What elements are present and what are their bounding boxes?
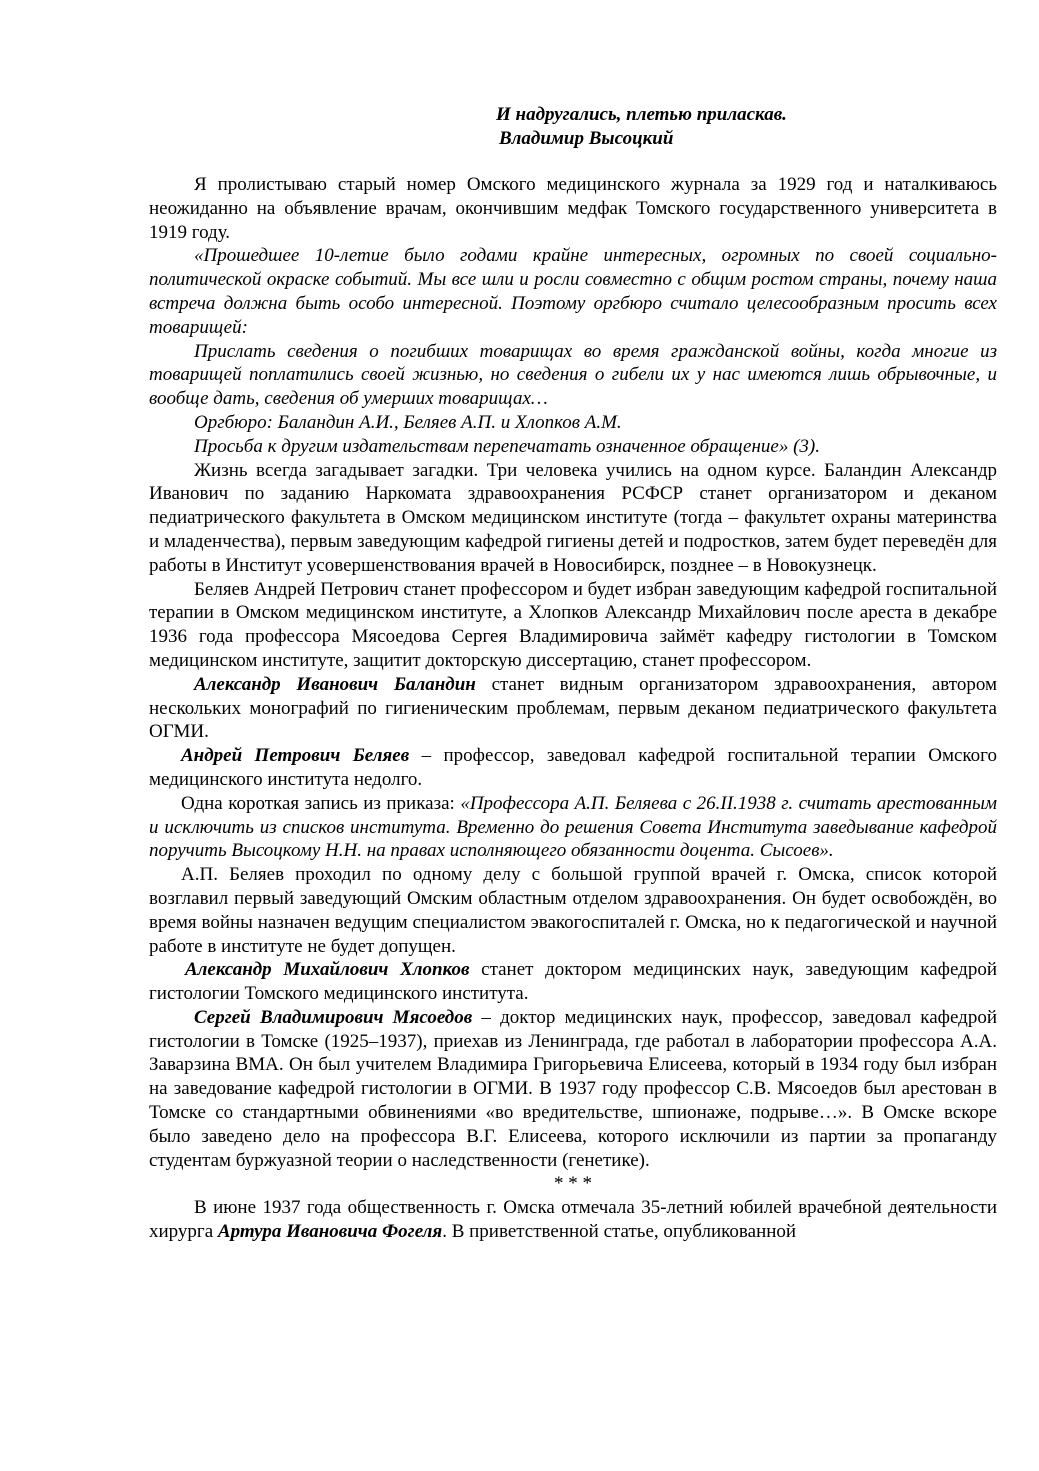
epigraph-author: Владимир Высоцкий: [499, 128, 674, 149]
quoted-announcement-request: Просьба к другим издательствам перепечатать означенное обращение» (3).: [194, 435, 820, 457]
paragraph: А.П. Беляев проходил по одному делу с большой группой врачей г. Омска, список которой возглавил первый заведующий Омским областным отделом здравоохранения. Он будет освобождён, во время войны назначен ведущим специалистом эвакогоспиталей г. Омска, но к педагогической и научной работе в институте не будет допущен.: [149, 864, 997, 957]
person-name: Андрей Петрович Беляев: [181, 745, 410, 767]
paragraph: [149, 792, 997, 863]
order-quote: «Профессора А.П. Беляева с 26.II.1938 г. считать арестованным и исключить из списков института. Временно до решения Совета Института заведывание кафедрой поручить Высоцкому Н.Н. на правах исполняющего обязанности доцента. Сысоев».: [149, 792, 997, 862]
paragraph-text: станет видным организатором здравоохранения, автором нескольких монографий по гигиеническим проблемам, первым деканом педиатрического факультета ОГМИ.: [149, 673, 997, 743]
person-name: Александр Михайлович Хлопков: [185, 959, 470, 981]
paragraph-text: – доктор медицинских наук, профессор, заведовал кафедрой гистологии в Томске (1925–1937), приехав из Ленинграда, где работал в лаборатории профессора А.А. Заварзина ВМА. Он был учителем Владимира Григорьевича Елисеева, который в 1934 году был избран на заведование кафедрой гистологии в ОГМИ. В 1937 году профессор С.В. Мясоедов был арестован в Томске со стандартными обвинениями «во вредительстве, шпионаже, подрыве…». В Омске вскоре было заведено дело на профессора В.Г. Елисеева, которого исключили из партии за пропаганду студентам буржуазной теории о наследственности (генетике).: [149, 1006, 998, 1171]
paragraph: [149, 673, 997, 744]
person-name: Александр Иванович Баландин: [194, 673, 476, 695]
epigraph-line: И надругались, плетью приласкав.: [496, 104, 787, 125]
paragraph-lead: Одна короткая запись из приказа:: [181, 792, 461, 814]
paragraph: Беляев Андрей Петрович станет профессором и будет избран заведующим кафедрой госпитальной терапии в Омском медицинском институте, а Хлопков Александр Михайлович после ареста в декабре 1936 года профессора Мясоедова Сергея Владимировича займёт кафедру гистологии в Томском медицинском институте, защитит докторскую диссертацию, станет профессором.: [149, 578, 997, 671]
paragraph: Жизнь всегда загадывает загадки. Три человека учились на одном курсе. Баландин Александр Иванович по заданию Наркомата здравоохранения РСФСР станет организатором и деканом педиатрического факультета в Омском медицинском институте (тогда – факультет охраны материнства и младенчества), первым заведующим кафедрой гигиены детей и подростков, затем будет переведён для работы в Институт усовершенствования врачей в Новосибирск, позднее – в Новокузнецк.: [149, 459, 997, 576]
paragraph-tail: . В приветственной статье, опубликованной: [442, 1221, 797, 1243]
quoted-announcement-signatories: Оргбюро: Баландин А.И., Беляев А.П. и Хлопков А.М.: [194, 411, 622, 433]
paragraph: Я пролистываю старый номер Омского медицинского журнала за 1929 год и наталкиваюсь неожиданно на объявление врачам, окончившим медфак Томского государственного университета в 1919 году.: [149, 174, 997, 243]
quoted-announcement: Прислать сведения о погибших товарищах во время гражданской войны, когда многие из товарищей поплатились своей жизнью, но сведения о гибели их у нас имеются лишь обрывочные, и вообще дать, сведения об умерших товарищах…: [149, 340, 997, 410]
paragraph-text: В июне 1937 года общественность г. Омска отмечала 35-летний юбилей врачебной деятельности хирурга: [149, 1197, 997, 1243]
quoted-announcement: «Прошедшее 10-летие было годами крайне интересных, огромных по своей социально-политической окраске событий. Мы все шли и росли совместно с общим ростом страны, почему наша встреча должна быть особо интересной. Поэтому оргбюро считало целесообразным просить всех товарищей:: [149, 245, 997, 338]
paragraph: [149, 1196, 997, 1244]
person-name: Артура Ивановича Фогеля: [217, 1221, 443, 1243]
paragraph: [149, 744, 997, 792]
epigraph: [496, 103, 787, 151]
paragraph-text: станет доктором медицинских наук, заведующим кафедрой гистологии Томского медицинского института.: [149, 959, 998, 1005]
paragraph: [149, 1006, 997, 1173]
paragraph-text: – профессор, заведовал кафедрой госпитальной терапии Омского медицинского института недолго.: [149, 745, 997, 790]
document-body: [149, 173, 997, 1244]
section-separator: * * *: [554, 1173, 592, 1195]
person-name: Сергей Владимирович Мясоедов: [194, 1006, 473, 1028]
paragraph: [149, 958, 997, 1006]
